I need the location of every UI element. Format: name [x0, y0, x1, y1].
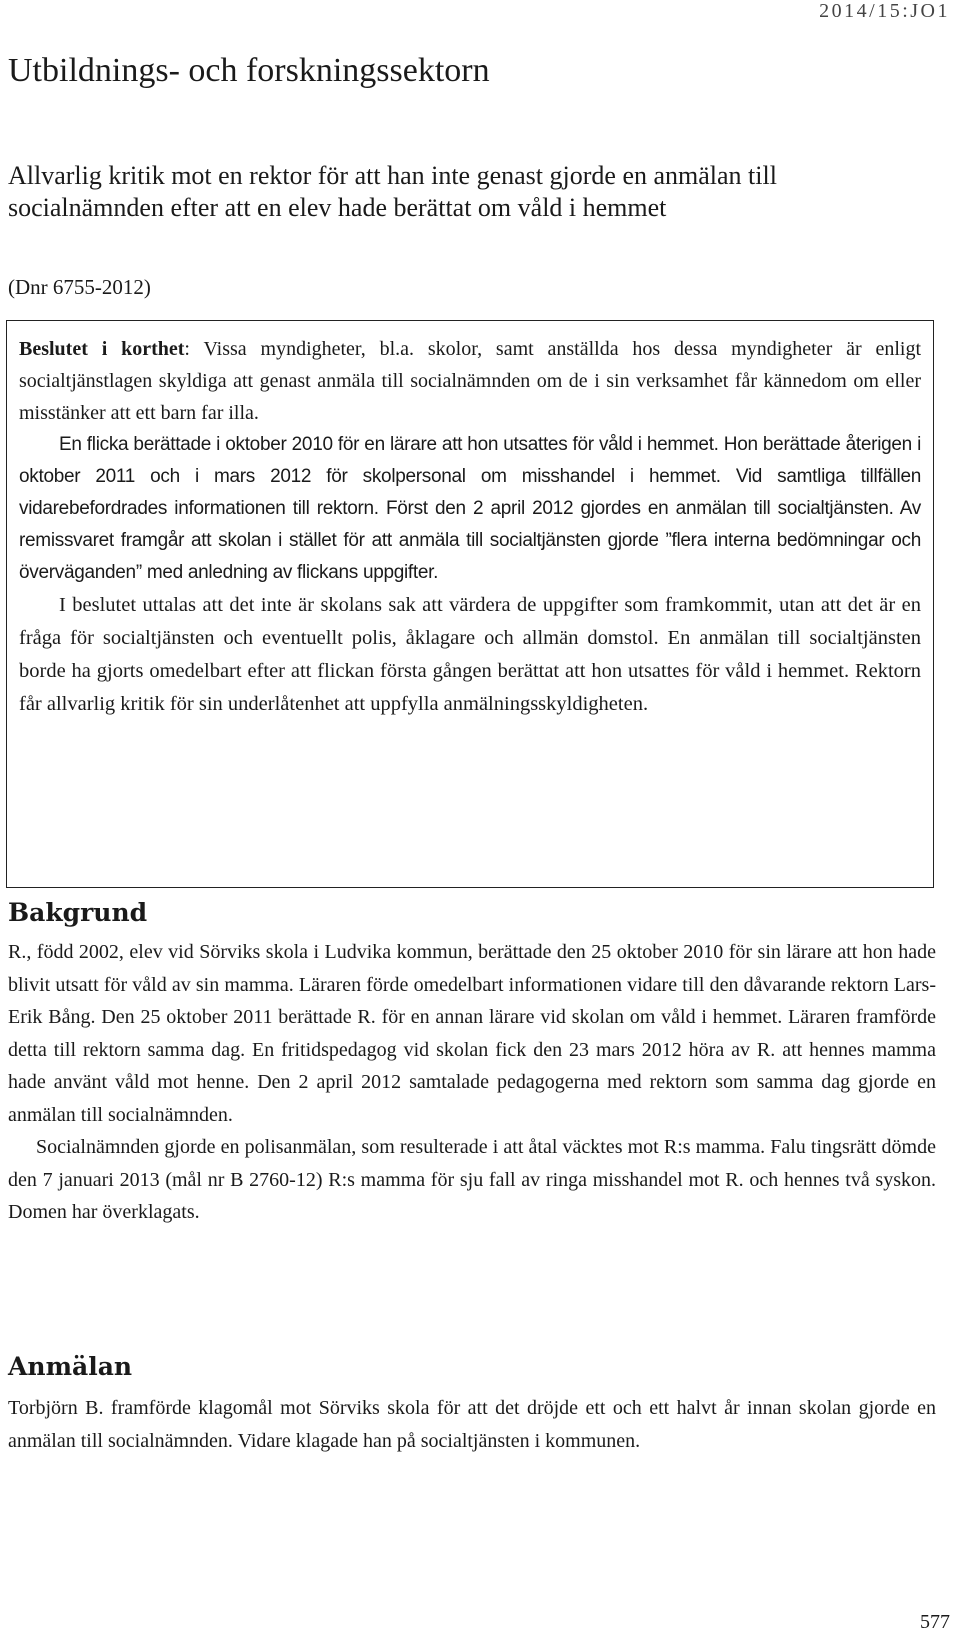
summary-box: [6, 320, 934, 888]
bakgrund-heading: Bakgrund: [8, 898, 148, 927]
bakgrund-section: [8, 936, 936, 1229]
case-title: Allvarlig kritik mot en rektor för att han inte genast gjorde en anmälan till socialnämnden efter att en elev hade berättat om våld i hemmet: [8, 161, 777, 222]
anmalan-heading: Anmälan: [8, 1352, 133, 1381]
summary-paragraph-2: En flicka berättade i oktober 2010 för en lärare att hon utsattes för våld i hemmet. Hon berättade återigen i oktober 2011 och i mars 2012 för skolpersonal om misshandel i hemmet. Vid samtliga tillfällen vidarebefordrades informationen till rektorn. Först den 2 april 2012 gjordes en anmälan till socialtjänsten. Av remissvaret framgår att skolan i stället för att anmäla till socialtjänsten gjorde ”flera interna bedömningar och överväganden” med anledning av flickans uppgifter.: [19, 434, 921, 583]
summary-lead-text: : Vissa myndigheter, bl.a. skolor, samt anställda hos dessa myndigheter är enligt socialtjänstlagen skyldiga att genast anmäla till socialnämnden om de i sin verksamhet får kännedom om eller misstänker att ett barn far illa.: [19, 338, 922, 424]
document-reference: 2014/15:JO1: [819, 0, 950, 22]
bakgrund-paragraph-2: Socialnämnden gjorde en polisanmälan, som resulterade i att åtal väcktes mot R:s mamma. Falu tingsrätt dömde den 7 januari 2013 (mål nr B 2760-12) R:s mamma för sju fall av ringa misshandel mot R. och hennes två syskon. Domen har överklagats.: [8, 1136, 936, 1223]
sector-heading: Utbildnings- och forskningssektorn: [8, 52, 490, 89]
case-dnr: (Dnr 6755-2012): [8, 275, 151, 299]
anmalan-paragraph-1: Torbjörn B. framförde klagomål mot Sörviks skola för att det dröjde ett och ett halvt år innan skolan gjorde en anmälan till socialnämnden. Vidare klagade han på socialtjänsten i kommunen.: [8, 1397, 936, 1452]
summary-lead-label: Beslutet i korthet: [19, 338, 185, 360]
summary-paragraph-3: I beslutet uttalas att det inte är skolans sak att värdera de uppgifter som framkommit, utan att det är en fråga för socialtjänsten och eventuellt polis, åklagare och allmän domstol. En anmälan till socialtjänsten borde ha gjorts omedelbart efter att flickan första gången berättat att hon utsattes för våld i hemmet. Rektorn får allvarlig kritik för sin underlåtenhet att uppfylla anmälningsskyldigheten.: [19, 594, 921, 715]
anmalan-section: [8, 1392, 936, 1457]
bakgrund-paragraph-1: R., född 2002, elev vid Sörviks skola i Ludvika kommun, berättade den 25 oktober 2010 för sin lärare att hon hade blivit utsatt för våld av sin mamma. Läraren förde omedelbart informationen vidare till den dåvarande rektorn Lars-Erik Bång. Den 25 oktober 2011 berättade R. för en annan lärare vid skolan om våld i hemmet. Läraren framförde detta till rektorn samma dag. En fritidspedagog vid skolan fick den 23 mars 2012 höra av R. att hennes mamma hade använt våld mot henne. Den 2 april 2012 samtalade pedagogerna med rektorn som samma dag gjorde en anmälan till socialnämnden.: [8, 941, 936, 1126]
page-number: 577: [920, 1611, 950, 1633]
summary-paragraph-1: [19, 333, 921, 429]
